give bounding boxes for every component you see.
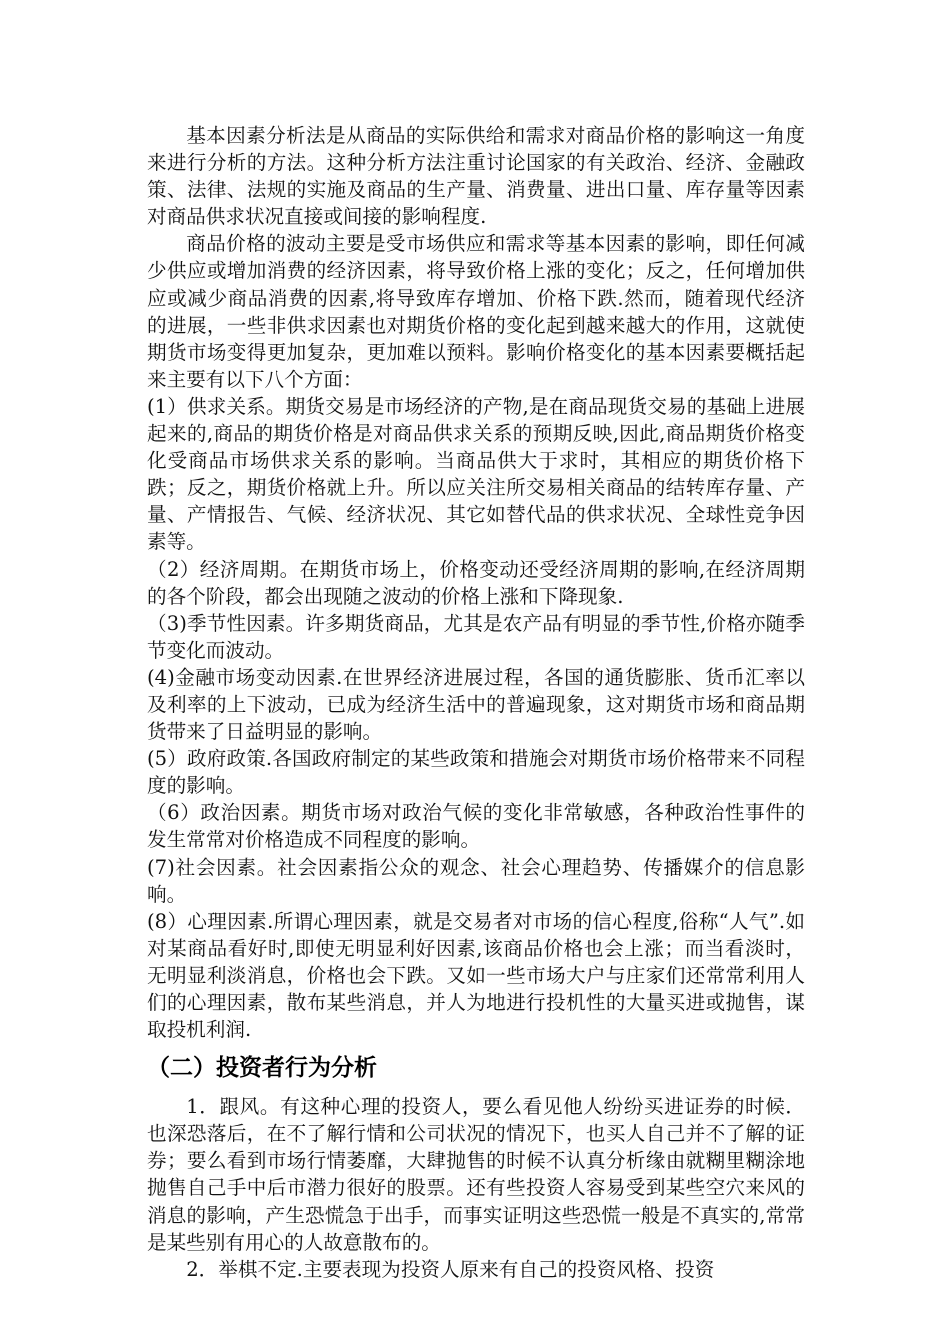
- behavior-follow-trend: 1．跟风。有这种心理的投资人，要么看见他人纷纷买进证券的时候．也深恐落后，在不了解行情和公司状况的情况下，也买人自己并不了解的证券；要么看到市场行情萎靡，大肆抛售的时候不认真分析缘由就糊里糊涂地抛售自己手中后市潜力很好的股票。还有些投资人容易受到某些空穴来风的消息的影响，产生恐慌急于出手，而事实证明这些恐慌一般是不真实的,常常是某些别有用心的人故意散布的。: [147, 1095, 805, 1254]
- factor-seasonal: （3)季节性因素。许多期货商品，尤其是农产品有明显的季节性,价格亦随季节变化而波动。: [147, 611, 805, 662]
- factor-government-policy: (5）政府政策.各国政府制定的某些政策和措施会对期货市场价格带来不同程度的影响。: [147, 747, 805, 798]
- factor-social: (7)社会因素。社会因素指公众的观念、社会心理趋势、传播媒介的信息影响。: [147, 855, 805, 906]
- behavior-indecision: 2．举棋不定.主要表现为投资人原来有自己的投资风格、投资: [186, 1257, 715, 1281]
- price-fluctuation-paragraph: 商品价格的波动主要是受市场供应和需求等基本因素的影响，即任何减少供应或增加消费的经济因素，将导致价格上涨的变化；反之，任何增加供应或减少商品消费的因素,将导致库存增加、价格下跌.然而，随着现代经济的进展，一些非供求因素也对期货价格的变化起到越来越大的作用，这就使期货市场变得更加复杂，更加难以预料。影响价格变化的基本因素要概括起来主要有以下八个方面：: [147, 232, 805, 391]
- document-page: [147, 122, 805, 1283]
- factor-supply-demand: (1）供求关系。期货交易是市场经济的产物,是在商品现货交易的基础上进展起来的,商品的期货价格是对商品供求关系的预期反映,因此,商品期货价格变化受商品市场供求关系的影响。当商品供大于求时，其相应的期货价格下跌；反之，期货价格就上升。所以应关注所交易相关商品的结转库存量、产量、产情报告、气候、经济状况、其它如替代品的供求状况、全球性竞争因素等。: [147, 394, 805, 554]
- factor-political: （6）政治因素。期货市场对政治气候的变化非常敏感，各种政治性事件的发生常常对价格造成不同程度的影响。: [147, 801, 805, 852]
- factor-psychological: (8）心理因素.所谓心理因素，就是交易者对市场的信心程度,俗称“人气”.如对某商品看好时,即使无明显利好因素,该商品价格也会上涨；而当看淡时，无明显利淡消息，价格也会下跌。又如一些市场大户与庄家们还常常利用人们的心理因素，散布某些消息，并人为地进行投机性的大量买进或抛售，谋取投机利润.: [147, 909, 805, 1042]
- intro-paragraph: 基本因素分析法是从商品的实际供给和需求对商品价格的影响这一角度来进行分析的方法。这种分析方法注重讨论国家的有关政治、经济、金融政策、法律、法规的实施及商品的生产量、消费量、进出口量、库存量等因素对商品供求状况直接或间接的影响程度.: [147, 124, 805, 229]
- section-heading: （二）投资者行为分析: [147, 1055, 377, 1082]
- factor-financial-market: (4)金融市场变动因素.在世界经济进展过程，各国的通货膨胀、货币汇率以及利率的上下波动，已成为经济生活中的普遍现象，这对期货市场和商品期货带来了日益明显的影响。: [147, 665, 805, 744]
- factor-economic-cycle: （2）经济周期。在期货市场上，价格变动还受经济周期的影响,在经济周期的各个阶段，都会出现随之波动的价格上涨和下降现象.: [147, 557, 805, 608]
